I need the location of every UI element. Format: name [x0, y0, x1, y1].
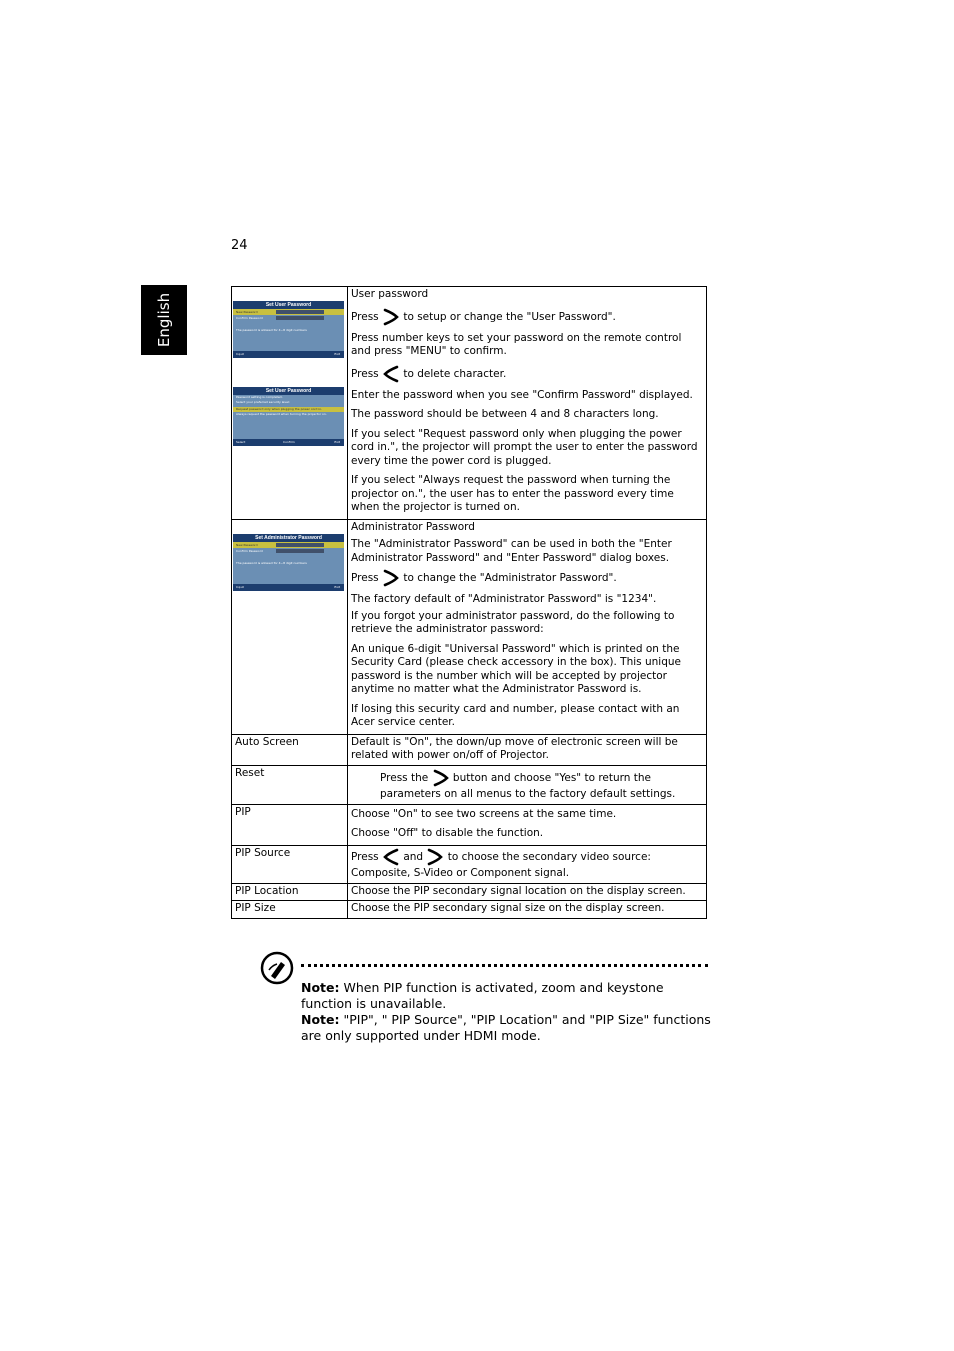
note-divider — [301, 964, 708, 967]
notes-block — [301, 980, 711, 1044]
osd-row: Request password only when plugging the power cord in. — [233, 407, 344, 412]
row-description: Choose the PIP secondary signal size on the display screen. — [348, 901, 707, 919]
paragraph: The password should be between 4 and 8 characters long. — [351, 408, 659, 420]
osd-set-user-password — [233, 301, 344, 358]
table-row-admin-password — [232, 519, 707, 734]
table-row-reset — [232, 765, 707, 804]
osd-row: Always request the password when turning the projector on. — [236, 412, 327, 416]
paragraph: Press the button and choose "Yes" to return the parameters on all menus to the factory default settings. — [380, 769, 703, 802]
row-label: PIP Size — [232, 901, 348, 919]
osd-row: Select your preferred security level: — [236, 400, 290, 404]
chevron-left-icon — [382, 848, 400, 866]
paragraph: If you forgot your administrator password, do the following to retrieve the administrator password: — [351, 609, 675, 635]
paragraph: Enter the password when you see "Confirm Password" displayed. — [351, 388, 693, 401]
paragraph: If you select "Always request the password when turning the projector on.", the user has to enter the password every time when the projector is turned on. — [351, 474, 674, 513]
paragraph: If losing this security card and number, please contact with an Acer service center. — [351, 702, 680, 728]
paragraph: Choose "On" to see two screens at the same time. — [351, 807, 617, 820]
row-description: Press and to choose the secondary video source: Composite, S-Video or Component signal. — [348, 845, 707, 883]
osd-row: New Password — [233, 309, 344, 315]
paragraph: The "Administrator Password" can be used in both the "Enter Administrator Password" and "Enter Password" dialog boxes. — [351, 538, 672, 564]
admin-password-description — [348, 519, 707, 734]
table-row-user-password — [232, 287, 707, 520]
osd-footer: Input Exit — [233, 351, 344, 358]
osd-hint: The password is allowed for 4~8 digit numbers — [236, 560, 307, 565]
osd-title: Set User Password — [233, 301, 344, 309]
osd-footer: Select Confirm Exit — [233, 439, 344, 446]
row-label: PIP Location — [232, 883, 348, 901]
chevron-left-icon — [382, 365, 400, 383]
osd-set-admin-password — [233, 534, 344, 591]
section-heading: Administrator Password — [351, 520, 475, 533]
section-heading: User password — [351, 288, 429, 300]
table-row-pip — [232, 804, 707, 845]
user-password-description — [348, 287, 707, 520]
paragraph: Press number keys to set your password on the remote control and press "MENU" to confirm. — [351, 331, 682, 357]
osd-row: Password setting is completed. — [236, 395, 283, 399]
language-tab-label: English — [155, 292, 173, 348]
row-label: Reset — [232, 765, 348, 804]
user-password-screenshots — [232, 287, 348, 520]
row-label: PIP — [232, 804, 348, 845]
chevron-right-icon — [382, 308, 400, 326]
osd-title: Set Administrator Password — [233, 534, 344, 542]
chevron-right-icon — [426, 848, 444, 866]
row-description: Choose the PIP secondary signal location on the display screen. — [348, 883, 707, 901]
paragraph: Press to setup or change the "User Password". — [351, 308, 703, 326]
row-description: Default is "On", the down/up move of electronic screen will be related with power on/off of Projector. — [348, 734, 707, 765]
table-row-pip-size — [232, 901, 707, 919]
row-description — [348, 765, 707, 804]
language-tab — [141, 285, 187, 355]
row-label: Auto Screen — [232, 734, 348, 765]
osd-set-user-password-mode — [233, 387, 344, 446]
osd-row: New Password — [233, 542, 344, 548]
page-number: 24 — [231, 238, 248, 253]
osd-row: Confirm Password — [233, 315, 344, 321]
table-row-auto-screen — [232, 734, 707, 765]
table-row-pip-location — [232, 883, 707, 901]
table-row-pip-source — [232, 845, 707, 883]
note-2: Note: "PIP", " PIP Source", "PIP Location" and "PIP Size" functions are only supported under HDMI mode. — [301, 1012, 711, 1043]
note-pen-icon — [259, 950, 295, 986]
paragraph: Press to delete character. — [351, 365, 703, 383]
paragraph: The factory default of "Administrator Password" is "1234". — [351, 593, 657, 605]
paragraph: Choose "Off" to disable the function. — [351, 827, 544, 839]
osd-title: Set User Password — [233, 387, 344, 395]
osd-footer: Input Exit — [233, 584, 344, 591]
paragraph: If you select "Request password only when plugging the power cord in.", the projector will prompt the user to enter the password every time the power cord is plugged. — [351, 427, 698, 467]
row-description — [348, 804, 707, 845]
osd-hint: The password is allowed for 4~8 digit numbers — [236, 328, 307, 332]
admin-password-screenshot — [232, 519, 348, 734]
chevron-right-icon — [382, 569, 400, 587]
paragraph: Press to change the "Administrator Password". — [351, 569, 703, 587]
paragraph: An unique 6-digit "Universal Password" which is printed on the Security Card (please check accessory in the box). This unique password is the number which will be accepted by projector anytime no matter what the Administrator Password is. — [351, 642, 681, 695]
chevron-right-icon — [432, 769, 450, 787]
row-label: PIP Source — [232, 845, 348, 883]
note-1: Note: When PIP function is activated, zoom and keystone function is unavailable. — [301, 980, 664, 1011]
osd-row: Confirm Password — [233, 548, 344, 554]
settings-table — [231, 286, 707, 919]
